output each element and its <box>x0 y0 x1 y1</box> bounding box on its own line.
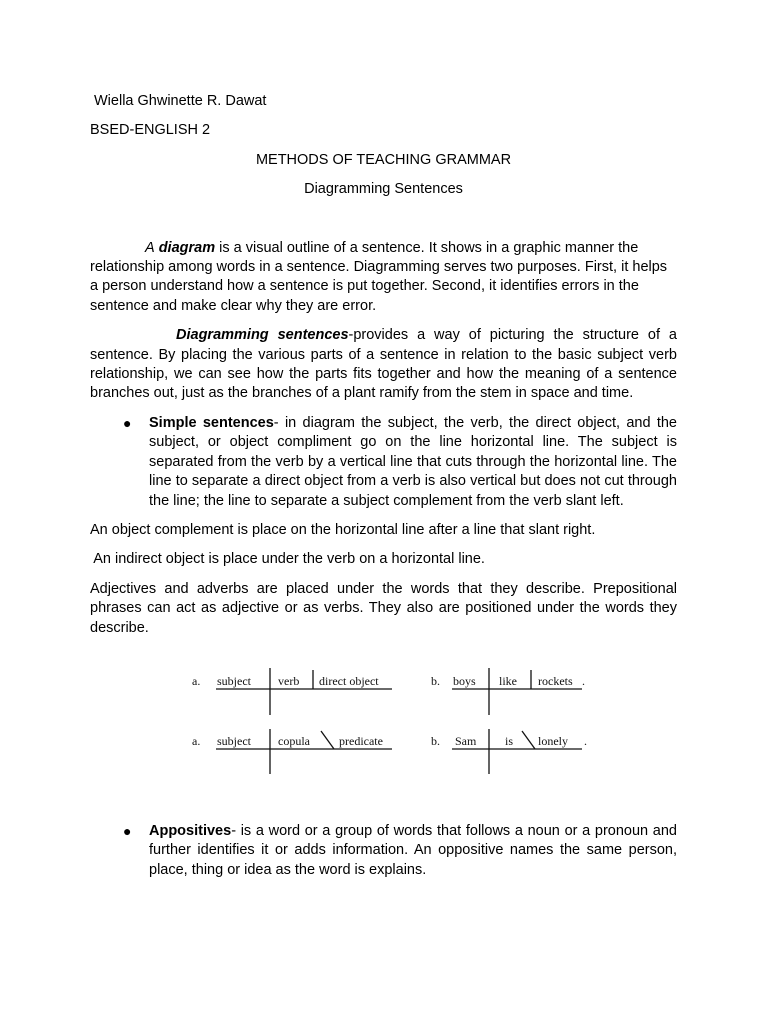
diagram-word: copula <box>278 734 310 748</box>
diagram-word: like <box>499 674 517 688</box>
paragraph-text: -provides a way of picturing the structure of a sentence. By placing the various parts of a sentence in relation to the basic subject verb relationship, we can see how the parts fits together and how the meaning of a sentence branches out, just as the branches of a plant ramify from the stem in space and time. <box>90 327 677 402</box>
list-item-simple-sentences <box>90 414 677 511</box>
lead-term: diagram <box>158 239 216 256</box>
bullet-icon: ● <box>123 414 132 431</box>
diagram-definition-paragraph <box>90 239 677 317</box>
sentence-diagram-svg <box>186 668 596 780</box>
diagram-word: subject <box>217 734 251 748</box>
author-name: Wiella Ghwinette R. Dawat <box>94 93 267 109</box>
diagramming-sentences-paragraph <box>90 326 677 404</box>
term-simple-sentences: Simple sentences <box>149 414 274 431</box>
diagram-marker: b. <box>431 734 440 748</box>
complement-slant-line <box>321 731 334 749</box>
diagram-word: lonely <box>538 734 568 748</box>
diagram-word: . <box>582 674 585 688</box>
diagram-word: Sam <box>455 734 477 748</box>
diagram-word: . <box>584 734 587 748</box>
diagram-word: boys <box>453 674 476 688</box>
diagram-marker: a. <box>192 674 201 688</box>
diagram-word: is <box>505 734 514 748</box>
diagram-word: rockets <box>538 674 573 688</box>
topic-title: Diagramming Sentences <box>304 181 463 198</box>
object-complement-paragraph: An object complement is place on the horizontal line after a line that slant right. <box>90 521 596 538</box>
term-diagramming-sentences: Diagramming sentences <box>176 327 349 344</box>
complement-slant-line <box>522 731 535 749</box>
paragraph-text: is a visual outline of a sentence. It shows in a graphic manner the relationship among words in a sentence. Diagramming serves two purposes. First, it helps a person understand how a sentence is put together. Second, it identifies errors in the sentence and make clear why they are error. <box>90 239 668 314</box>
diagram-marker: b. <box>431 674 440 688</box>
diagram-word: subject <box>217 674 251 688</box>
diagram-marker: a. <box>192 734 201 748</box>
adjectives-paragraph: Adjectives and adverbs are placed under the words that they describe. Prepositional phrases can act as adjective or as verbs. They also are positioned under the words they describe. <box>90 580 677 636</box>
lead-article: A <box>145 239 155 256</box>
bullet-icon: ● <box>123 822 132 839</box>
list-item-text: - in diagram the subject, the verb, the direct object, and the subject, or object compliment go on the line horizontal line. The subject is separated from the verb by a vertical line that cuts through the horizontal line. The line to separate a direct object from a verb is also vertical but does not cut through the line; the line to separate a subject complement from the verb slant left. <box>149 414 677 509</box>
list-item-appositives <box>90 822 677 880</box>
indirect-object-paragraph: An indirect object is place under the verb on a horizontal line. <box>90 551 485 568</box>
list-item-text: - is a word or a group of words that follows a noun or a pronoun and further identifies it or adds information. An oppositive names the same person, place, thing or idea as the word is explains. <box>149 822 677 878</box>
diagram-word: predicate <box>339 734 383 748</box>
diagram-word: verb <box>278 674 300 688</box>
subject-title: METHODS OF TEACHING GRAMMAR <box>255 151 512 168</box>
diagram-word: direct object <box>319 674 379 688</box>
sentence-diagram-figure <box>186 668 596 780</box>
term-appositives: Appositives <box>149 822 232 839</box>
course-line: BSED-ENGLISH 2 <box>90 122 211 139</box>
